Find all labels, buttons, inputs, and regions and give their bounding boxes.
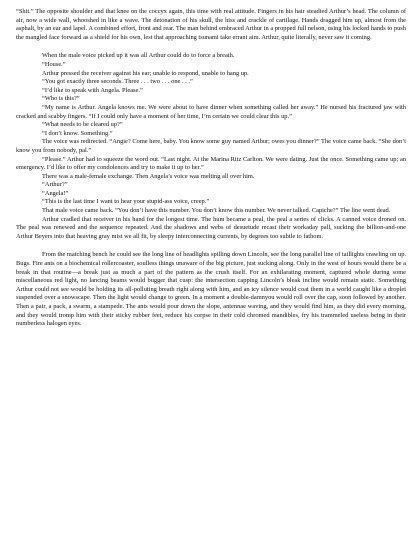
paragraph: “You got exactly three seconds. Three . . . two . . . one . . .” (42, 78, 193, 86)
paragraph: “Arthur?” (42, 181, 68, 189)
paragraph: “I don’t know. Something.” (42, 129, 113, 137)
paragraph: “Please.” Arthur had to squeeze the word out. “Last night. At the Marina Ritz Carlton. We were dating. Just the once. Something came up; an emergency. I’d like to offer my condolences and try to make it up to her.” (16, 155, 406, 172)
section-1 (16, 8, 406, 42)
paragraph: Arthur cradled that receiver in his hand for the longest time. The hum became a peal, the peal a series of clicks. A canned voice droned on. The peal was renewed and the sequence repeated. And the shadows and webs of desuetude recast their workaday pall, sucking the billion-and-one Arthur Beyers into that heaving gray mist we all fit, by sleepy interconnecting currents, by degrees too subtle to fathom. (16, 215, 406, 240)
paragraph: The voice was redirected. “Angie? Come here, baby. You know some guy named Arthur; owes you dinner?” The voice came back. “She don’t know you from nobody, pal.” (16, 138, 406, 154)
section-2 (16, 52, 406, 241)
paragraph: From the matching bench he could see the long line of headlights spilling down Lincoln, see the long parallel line of taillights crawling on up. Bugs. Fire ants on a biochemical rollercoaster, soulless things unaware of the big picture, just sucking along. Only in the west of hours would there be a break in that routine—a break just as much a part of the pattern as the crush itself. For an exhilarating moment, captured whole during some miscellaneous red light, no lancing beams would bugger that cusp: the intersection capping Lincoln’s bleak incline would remain static. Something Arthur could not see would be holding its all-polluting breath right along with him, and an icy silence would coat them in a world caught like a droplet suspended over a snowscape. Then the light would change to green. In a moment a double-damnyou would roll over the cap, soon followed by another. Then a pair, a pack, a swarm, a stampede. The ants would pour down the slope, antennae waving, and they would find him, as they did every morning, and they would tromp him with their sticky rubber feet, reduce his corpse in their cold chromed mandibles, fry his trammeled useless being in their numberless halogen eyes. (16, 251, 406, 328)
document-page (16, 8, 406, 329)
paragraph: “My name is Arthur. Angela knows me. We were about to have dinner when something called her away.” He nursed his fractured jaw with cracked and scabby fingers. “If I could only have a moment of her time, I’m certain we could clear this up.” (16, 103, 406, 120)
paragraph: When the male voice picked up it was all Arthur could do to force a breath. (42, 52, 235, 60)
paragraph: “I’d like to speak with Angela. Please.” (42, 86, 143, 94)
section-divider (16, 42, 406, 52)
paragraph: “House.” (42, 60, 66, 68)
section-3 (16, 251, 406, 328)
paragraph: That male voice came back. “You don’t have this number. You don’t know this number. We never talked. Capiche?” The line went dead. (42, 207, 391, 215)
paragraph: Arthur pressed the receiver against his ear; unable to respond, unable to hang up. (42, 69, 249, 77)
paragraph: “This is the last time I want to hear your stupid-ass voice, creep.” (42, 198, 210, 206)
paragraph: “Who is this?” (42, 95, 80, 103)
paragraph: “Shit.” The opposite shoulder and that knee on the coccyx again, this time with real attitude. Fingers in his hair steadied Arthur’s head. The column of air, now a wide wall, whooshed in like a wave. The detonation of his skull, the hiss and crackle of cartilage. Hands dragged him up, almost from the asphalt, by an ear and lapel. A combined effort, front and rear. The man behind embraced Arthur in a propped full nelson, using his locked hands to push the mangled face forward as a shield for his own, lest that approaching tsunami take errant aim. Arthur, quite literally, never saw it coming. (16, 8, 406, 41)
paragraph: “What needs to be cleared up?” (42, 121, 123, 129)
paragraph: “Angela!” (42, 189, 69, 197)
paragraph: There was a male-female exchange. Then Angela’s voice was melting all over him. (42, 172, 255, 180)
section-divider (16, 241, 406, 251)
